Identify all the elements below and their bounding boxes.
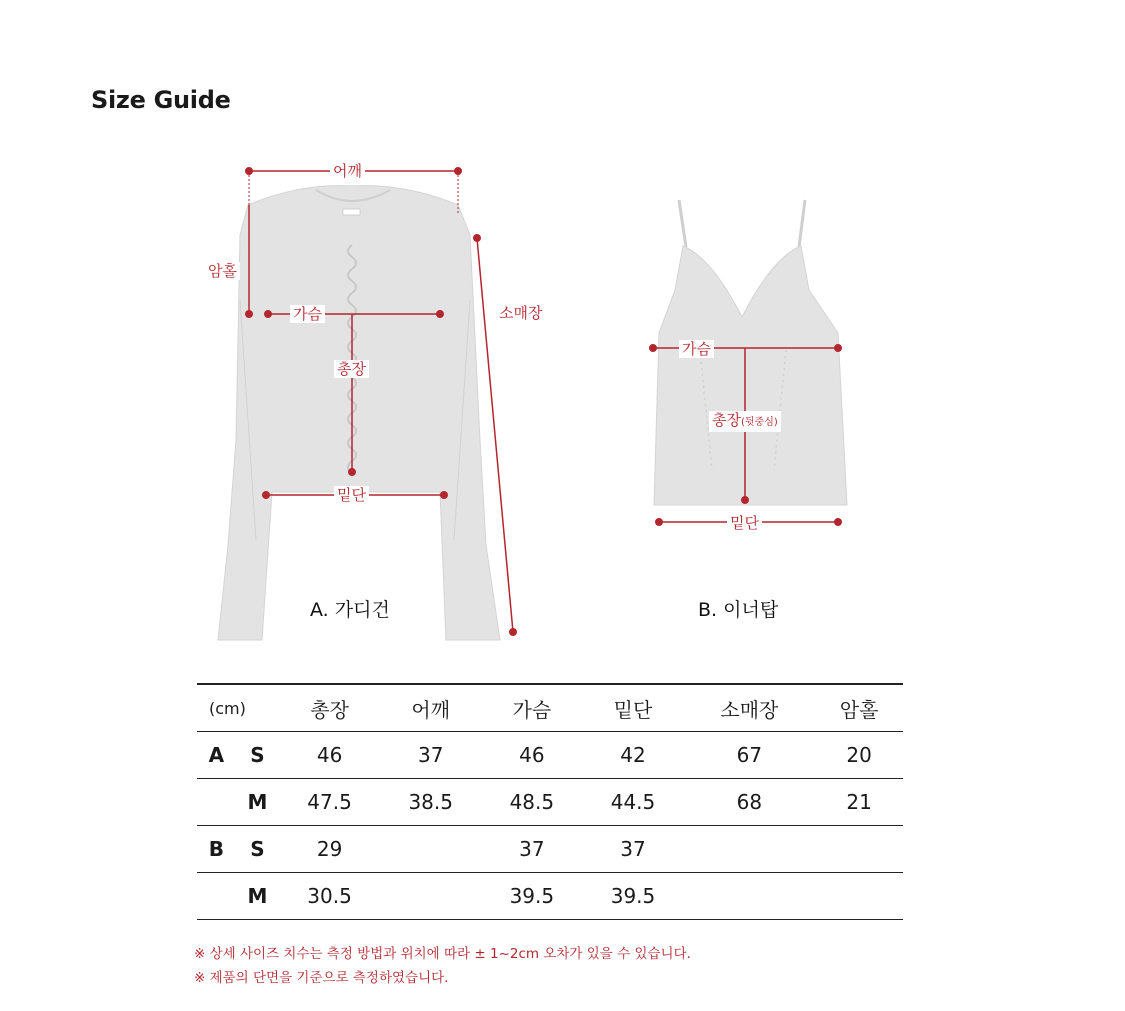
label-shoulder: 어깨 bbox=[330, 162, 365, 180]
table-cell: 68 bbox=[736, 790, 763, 814]
table-cell bbox=[815, 873, 903, 920]
col-header: 소매장 bbox=[720, 697, 779, 722]
table-cell: 38.5 bbox=[408, 790, 453, 814]
row-size: S bbox=[250, 837, 265, 861]
label-length-a: 총장 bbox=[334, 360, 369, 378]
table-cell: 46 bbox=[316, 743, 343, 767]
table-cell: 37 bbox=[417, 743, 444, 767]
label-hem-a: 밑단 bbox=[334, 486, 369, 504]
label-chest-a: 가슴 bbox=[290, 305, 325, 323]
label-length-b bbox=[709, 411, 781, 432]
table-row bbox=[197, 779, 903, 826]
page-title: Size Guide bbox=[91, 86, 231, 114]
col-header: 가슴 bbox=[512, 697, 552, 722]
footnotes bbox=[194, 942, 691, 990]
table-cell: 47.5 bbox=[307, 790, 352, 814]
row-group bbox=[197, 779, 236, 826]
row-group: A bbox=[208, 743, 225, 767]
col-header: 어깨 bbox=[411, 697, 451, 722]
table-cell bbox=[380, 826, 481, 873]
col-header: 총장 bbox=[310, 697, 349, 722]
table-cell: 67 bbox=[736, 743, 763, 767]
table-cell: 39.5 bbox=[610, 884, 656, 908]
table-cell: 20 bbox=[846, 743, 872, 767]
row-size: S bbox=[250, 743, 265, 767]
row-group bbox=[197, 873, 236, 920]
label-length-b-note: (뒷중심) bbox=[740, 417, 778, 428]
footnote: ※ 상세 사이즈 치수는 측정 방법과 위치에 따라 ± 1~2cm 오차가 있을 수 있습니다. bbox=[194, 946, 691, 962]
table-cell: 44.5 bbox=[610, 790, 656, 814]
table-cell bbox=[684, 826, 816, 873]
table-cell bbox=[380, 873, 481, 920]
label-armhole: 암홀 bbox=[205, 262, 240, 280]
table-cell: 39.5 bbox=[509, 884, 555, 908]
table-cell: 37 bbox=[620, 837, 646, 861]
label-sleeve: 소매장 bbox=[496, 304, 545, 322]
table-cell: 29 bbox=[316, 837, 343, 861]
table-row bbox=[197, 826, 903, 873]
col-header: 암홀 bbox=[839, 697, 879, 722]
cardigan-illustration bbox=[218, 186, 500, 640]
table-cell: 21 bbox=[846, 790, 872, 814]
table-row bbox=[197, 873, 903, 920]
size-table bbox=[197, 683, 903, 920]
table-header-row bbox=[197, 684, 903, 732]
table-cell: 46 bbox=[519, 743, 545, 767]
col-header: 밑단 bbox=[613, 697, 653, 722]
table-row bbox=[197, 732, 903, 779]
table-cell: 42 bbox=[620, 743, 646, 767]
unit-label: (cm) bbox=[209, 698, 246, 718]
table-cell bbox=[815, 826, 903, 873]
label-chest-b: 가슴 bbox=[679, 340, 714, 358]
caption-cardigan: A. 가디건 bbox=[310, 599, 390, 621]
table-cell: 37 bbox=[519, 837, 545, 861]
row-group: B bbox=[208, 837, 225, 861]
label-hem-b: 밑단 bbox=[727, 514, 762, 532]
row-size: M bbox=[247, 884, 268, 908]
footnote: ※ 제품의 단면을 기준으로 측정하였습니다. bbox=[194, 970, 449, 986]
table-cell: 30.5 bbox=[307, 884, 352, 908]
table-cell bbox=[684, 873, 816, 920]
table-cell: 48.5 bbox=[509, 790, 555, 814]
label-length-b-text: 총장 bbox=[712, 411, 741, 429]
row-size: M bbox=[247, 790, 268, 814]
caption-innertop: B. 이너탑 bbox=[698, 599, 779, 621]
